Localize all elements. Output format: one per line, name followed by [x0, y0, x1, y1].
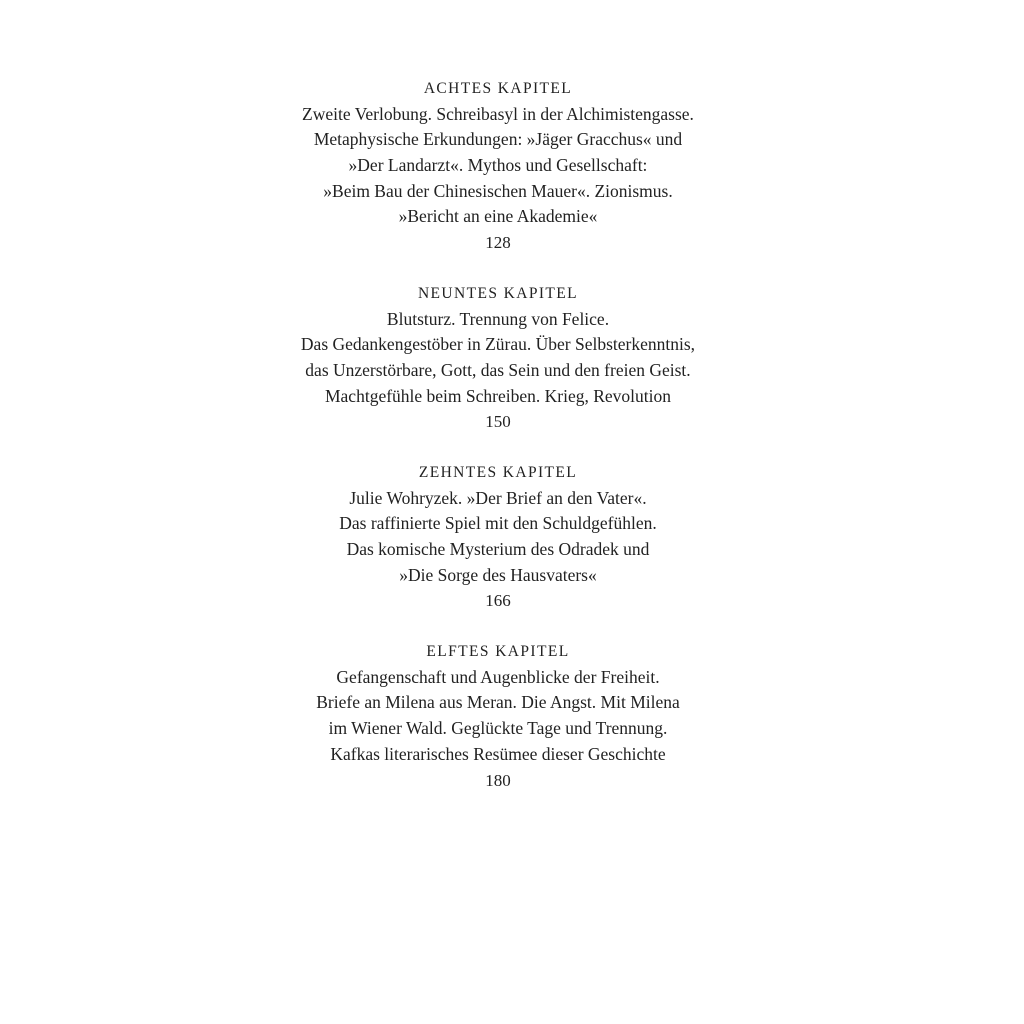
chapter-summary-line: »Der Landarzt«. Mythos und Gesellschaft:: [348, 155, 648, 176]
chapter-summary-line: Kafkas literarisches Resümee dieser Geschichte: [330, 743, 666, 764]
toc-entry-chapter-8: [0, 76, 996, 256]
chapter-summary-line: Machtgefühle beim Schreiben. Krieg, Revolution: [324, 385, 672, 406]
chapter-summary-line: im Wiener Wald. Geglückte Tage und Trennung.: [328, 718, 668, 739]
chapter-page-number: 180: [485, 770, 511, 790]
toc-entry-chapter-10: [0, 460, 996, 614]
chapter-heading: NEUNTES KAPITEL: [417, 284, 579, 302]
chapter-heading: ACHTES KAPITEL: [423, 80, 573, 97]
table-of-contents: [0, 76, 996, 818]
chapter-page-number: 166: [485, 591, 511, 611]
chapter-summary-line: Das Gedankengestöber in Zürau. Über Selbsterkenntnis,: [300, 334, 696, 355]
chapter-summary-line: Zweite Verlobung. Schreibasyl in der Alchimistengasse.: [302, 103, 694, 124]
chapter-page-number: 128: [485, 233, 511, 253]
chapter-summary-line: Blutsturz. Trennung von Felice.: [386, 308, 610, 329]
chapter-summary-line: Gefangenschaft und Augenblicke der Freiheit.: [336, 666, 660, 687]
chapter-summary-line: Das raffinierte Spiel mit den Schuldgefühlen.: [339, 513, 657, 534]
chapter-summary-line: Metaphysische Erkundungen: »Jäger Gracchus« und: [313, 129, 683, 150]
chapter-summary-line: »Die Sorge des Hausvaters«: [399, 564, 597, 585]
chapter-summary-line: Briefe an Milena aus Meran. Die Angst. Mit Milena: [316, 692, 680, 713]
chapter-heading: ELFTES KAPITEL: [426, 643, 570, 661]
toc-entry-chapter-11: [0, 639, 996, 793]
chapter-heading: ZEHNTES KAPITEL: [418, 463, 578, 481]
toc-entry-chapter-9: [0, 281, 996, 435]
chapter-page-number: 150: [485, 412, 511, 432]
chapter-summary-line: »Beim Bau der Chinesischen Mauer«. Zionismus.: [323, 180, 673, 201]
chapter-summary-line: das Unzerstörbare, Gott, das Sein und den freien Geist.: [305, 359, 691, 380]
chapter-summary-line: Das komische Mysterium des Odradek und: [346, 539, 650, 559]
chapter-summary-line: »Bericht an eine Akademie«: [398, 206, 598, 227]
chapter-summary-line: Julie Wohryzek. »Der Brief an den Vater«.: [349, 487, 647, 508]
